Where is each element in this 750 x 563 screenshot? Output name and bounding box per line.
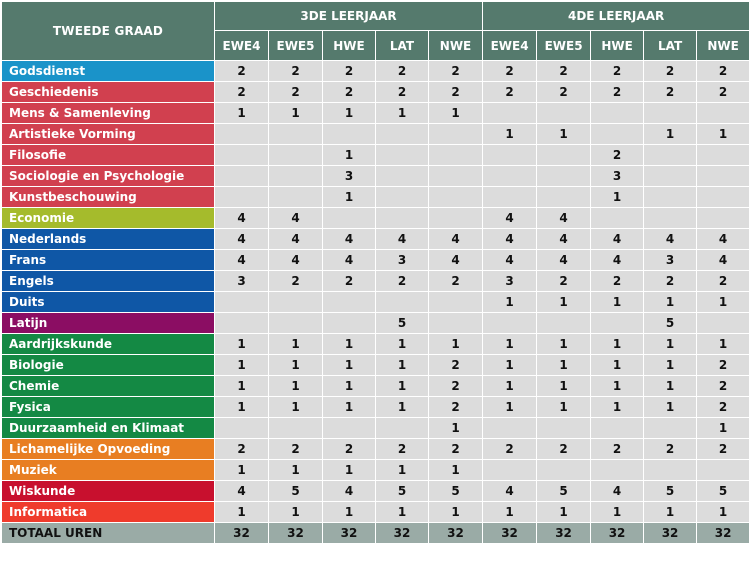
subject-label: Frans <box>2 250 215 271</box>
table-row <box>2 145 750 166</box>
column-header: LAT <box>376 31 429 61</box>
hours-cell <box>429 208 483 229</box>
subject-label: Duits <box>2 292 215 313</box>
hours-cell: 1 <box>483 334 537 355</box>
hours-cell: 2 <box>697 397 750 418</box>
hours-cell: 2 <box>697 355 750 376</box>
hours-cell <box>483 145 537 166</box>
hours-cell: 5 <box>644 481 697 502</box>
hours-cell <box>269 313 323 334</box>
hours-cell: 2 <box>591 82 644 103</box>
table-row <box>2 82 750 103</box>
hours-cell <box>537 103 591 124</box>
table-row <box>2 187 750 208</box>
hours-cell <box>323 124 376 145</box>
hours-cell <box>483 418 537 439</box>
hours-cell: 1 <box>323 460 376 481</box>
hours-cell <box>483 313 537 334</box>
subject-label: Chemie <box>2 376 215 397</box>
hours-cell: 1 <box>644 292 697 313</box>
hours-cell: 1 <box>269 376 323 397</box>
hours-cell: 1 <box>537 376 591 397</box>
hours-cell: 1 <box>269 502 323 523</box>
hours-cell <box>215 124 269 145</box>
total-cell: 32 <box>591 523 644 544</box>
hours-cell: 2 <box>591 145 644 166</box>
hours-cell: 2 <box>429 355 483 376</box>
total-cell: 32 <box>269 523 323 544</box>
hours-cell <box>376 208 429 229</box>
hours-cell: 4 <box>215 229 269 250</box>
hours-cell: 4 <box>537 208 591 229</box>
hours-cell: 5 <box>376 481 429 502</box>
subject-label: Latijn <box>2 313 215 334</box>
table-row <box>2 439 750 460</box>
hours-cell: 1 <box>376 502 429 523</box>
hours-cell: 1 <box>483 502 537 523</box>
hours-cell: 2 <box>323 439 376 460</box>
table-row <box>2 61 750 82</box>
group-header-3de-leerjaar: 3DE LEERJAAR <box>215 2 483 31</box>
hours-cell: 2 <box>429 61 483 82</box>
hours-cell: 1 <box>215 502 269 523</box>
hours-cell <box>269 292 323 313</box>
hours-cell: 1 <box>483 376 537 397</box>
hours-cell: 2 <box>323 82 376 103</box>
hours-cell: 1 <box>269 397 323 418</box>
hours-cell <box>591 313 644 334</box>
hours-cell: 1 <box>376 460 429 481</box>
subject-label: Sociologie en Psychologie <box>2 166 215 187</box>
hours-cell: 2 <box>697 82 750 103</box>
hours-cell: 1 <box>429 502 483 523</box>
hours-cell: 1 <box>323 355 376 376</box>
hours-cell <box>215 145 269 166</box>
total-cell: 32 <box>323 523 376 544</box>
subject-label: Biologie <box>2 355 215 376</box>
column-header: EWE4 <box>483 31 537 61</box>
table-row <box>2 502 750 523</box>
hours-cell: 4 <box>215 208 269 229</box>
table-row <box>2 334 750 355</box>
hours-cell: 5 <box>269 481 323 502</box>
hours-cell <box>215 187 269 208</box>
column-header: HWE <box>323 31 376 61</box>
hours-cell: 1 <box>697 418 750 439</box>
hours-cell: 2 <box>323 271 376 292</box>
hours-cell: 5 <box>697 481 750 502</box>
hours-cell <box>591 124 644 145</box>
hours-cell <box>483 166 537 187</box>
hours-cell: 4 <box>269 250 323 271</box>
hours-cell: 4 <box>269 208 323 229</box>
subject-label: Artistieke Vorming <box>2 124 215 145</box>
hours-cell: 1 <box>376 355 429 376</box>
hours-cell: 4 <box>429 229 483 250</box>
subject-label: Filosofie <box>2 145 215 166</box>
hours-cell <box>483 187 537 208</box>
hours-cell: 4 <box>323 229 376 250</box>
hours-cell <box>269 187 323 208</box>
hours-cell: 1 <box>323 376 376 397</box>
hours-cell: 1 <box>429 418 483 439</box>
subject-label: Fysica <box>2 397 215 418</box>
hours-cell: 1 <box>215 103 269 124</box>
hours-cell <box>644 418 697 439</box>
hours-cell: 1 <box>323 397 376 418</box>
hours-cell: 1 <box>591 397 644 418</box>
hours-cell: 1 <box>644 355 697 376</box>
hours-cell: 4 <box>537 250 591 271</box>
hours-cell: 1 <box>376 376 429 397</box>
hours-cell <box>483 460 537 481</box>
total-label: TOTAAL UREN <box>2 523 215 544</box>
table-row <box>2 481 750 502</box>
table-row <box>2 229 750 250</box>
hours-cell <box>269 418 323 439</box>
hours-cell: 2 <box>537 82 591 103</box>
hours-cell: 2 <box>591 61 644 82</box>
table-row <box>2 313 750 334</box>
subject-label: Lichamelijke Opvoeding <box>2 439 215 460</box>
hours-cell <box>215 313 269 334</box>
hours-cell: 4 <box>644 229 697 250</box>
hours-cell: 1 <box>215 397 269 418</box>
total-cell: 32 <box>429 523 483 544</box>
hours-cell: 4 <box>323 481 376 502</box>
hours-cell: 1 <box>591 376 644 397</box>
subject-label: Geschiedenis <box>2 82 215 103</box>
hours-cell: 1 <box>591 187 644 208</box>
hours-cell <box>697 166 750 187</box>
hours-cell: 1 <box>376 334 429 355</box>
table-row <box>2 376 750 397</box>
hours-cell <box>537 187 591 208</box>
hours-cell: 2 <box>697 61 750 82</box>
hours-cell <box>591 208 644 229</box>
hours-cell: 4 <box>697 250 750 271</box>
hours-cell: 4 <box>215 250 269 271</box>
hours-cell: 4 <box>483 481 537 502</box>
hours-cell: 1 <box>376 397 429 418</box>
hours-cell <box>644 166 697 187</box>
hours-cell <box>591 103 644 124</box>
hours-cell: 1 <box>537 397 591 418</box>
group-header-4de-leerjaar: 4DE LEERJAAR <box>483 2 750 31</box>
table-row <box>2 166 750 187</box>
hours-cell: 2 <box>644 61 697 82</box>
subject-label: Mens & Samenleving <box>2 103 215 124</box>
hours-cell: 1 <box>483 124 537 145</box>
hours-cell: 4 <box>483 229 537 250</box>
hours-cell: 2 <box>483 61 537 82</box>
column-header: NWE <box>429 31 483 61</box>
hours-cell: 4 <box>483 208 537 229</box>
hours-cell: 1 <box>644 397 697 418</box>
hours-cell <box>644 187 697 208</box>
hours-cell: 1 <box>697 124 750 145</box>
hours-cell <box>215 292 269 313</box>
hours-cell: 1 <box>644 502 697 523</box>
column-header: NWE <box>697 31 750 61</box>
table-row <box>2 271 750 292</box>
hours-cell <box>697 460 750 481</box>
hours-cell: 1 <box>323 502 376 523</box>
hours-cell: 1 <box>323 187 376 208</box>
hours-cell: 2 <box>215 439 269 460</box>
hours-cell: 4 <box>269 229 323 250</box>
hours-cell: 1 <box>323 103 376 124</box>
hours-cell: 1 <box>429 334 483 355</box>
hours-cell: 1 <box>215 355 269 376</box>
hours-cell: 5 <box>429 481 483 502</box>
hours-cell: 3 <box>376 250 429 271</box>
hours-cell <box>429 187 483 208</box>
hours-cell <box>429 145 483 166</box>
hours-cell <box>697 208 750 229</box>
hours-cell: 2 <box>644 271 697 292</box>
column-header: EWE5 <box>269 31 323 61</box>
hours-cell <box>376 124 429 145</box>
hours-cell <box>376 166 429 187</box>
hours-cell: 1 <box>537 334 591 355</box>
subject-label: Aardrijkskunde <box>2 334 215 355</box>
hours-cell <box>537 145 591 166</box>
hours-cell: 2 <box>483 439 537 460</box>
hours-cell: 2 <box>429 271 483 292</box>
hours-cell: 3 <box>323 166 376 187</box>
hours-cell <box>323 292 376 313</box>
hours-table <box>1 1 750 544</box>
hours-cell: 1 <box>537 124 591 145</box>
subject-label: Wiskunde <box>2 481 215 502</box>
table-title: TWEEDE GRAAD <box>2 2 215 61</box>
hours-cell: 1 <box>483 355 537 376</box>
hours-cell: 2 <box>429 397 483 418</box>
hours-cell: 2 <box>697 376 750 397</box>
hours-cell <box>269 145 323 166</box>
table-row <box>2 418 750 439</box>
subject-label: Engels <box>2 271 215 292</box>
hours-cell <box>376 292 429 313</box>
hours-cell: 1 <box>323 334 376 355</box>
hours-cell: 4 <box>697 229 750 250</box>
subject-label: Muziek <box>2 460 215 481</box>
hours-cell: 4 <box>537 229 591 250</box>
hours-cell: 2 <box>537 439 591 460</box>
hours-cell <box>591 418 644 439</box>
total-cell: 32 <box>697 523 750 544</box>
subject-label: Nederlands <box>2 229 215 250</box>
hours-cell: 4 <box>429 250 483 271</box>
hours-cell: 2 <box>591 439 644 460</box>
table-row <box>2 292 750 313</box>
hours-cell: 2 <box>644 439 697 460</box>
subject-label: Godsdienst <box>2 61 215 82</box>
hours-cell <box>697 145 750 166</box>
hours-cell: 1 <box>215 460 269 481</box>
hours-cell: 1 <box>483 397 537 418</box>
subject-label: Informatica <box>2 502 215 523</box>
hours-cell: 3 <box>591 166 644 187</box>
table-row <box>2 208 750 229</box>
hours-cell <box>591 460 644 481</box>
hours-cell: 5 <box>537 481 591 502</box>
hours-cell <box>644 145 697 166</box>
hours-cell: 2 <box>376 439 429 460</box>
hours-cell: 5 <box>376 313 429 334</box>
hours-cell: 4 <box>591 481 644 502</box>
hours-cell: 1 <box>483 292 537 313</box>
column-header: EWE5 <box>537 31 591 61</box>
hours-cell: 2 <box>269 82 323 103</box>
total-cell: 32 <box>215 523 269 544</box>
total-cell: 32 <box>376 523 429 544</box>
hours-cell <box>644 103 697 124</box>
hours-cell <box>429 313 483 334</box>
hours-cell <box>323 418 376 439</box>
hours-cell: 2 <box>591 271 644 292</box>
hours-cell: 1 <box>644 334 697 355</box>
column-header: HWE <box>591 31 644 61</box>
total-cell: 32 <box>644 523 697 544</box>
hours-cell: 2 <box>537 271 591 292</box>
hours-cell: 4 <box>591 250 644 271</box>
hours-cell <box>215 418 269 439</box>
hours-cell <box>537 418 591 439</box>
hours-cell <box>376 418 429 439</box>
hours-cell: 2 <box>644 82 697 103</box>
hours-cell: 4 <box>483 250 537 271</box>
column-header: LAT <box>644 31 697 61</box>
hours-cell: 4 <box>376 229 429 250</box>
hours-cell <box>323 208 376 229</box>
hours-cell: 4 <box>591 229 644 250</box>
subject-label: Kunstbeschouwing <box>2 187 215 208</box>
table-row <box>2 460 750 481</box>
subject-label: Duurzaamheid en Klimaat <box>2 418 215 439</box>
hours-cell: 2 <box>537 61 591 82</box>
hours-cell <box>644 208 697 229</box>
hours-cell: 2 <box>269 61 323 82</box>
hours-cell: 1 <box>644 124 697 145</box>
hours-cell: 1 <box>269 334 323 355</box>
hours-cell: 2 <box>269 271 323 292</box>
hours-cell: 2 <box>323 61 376 82</box>
hours-cell: 1 <box>591 502 644 523</box>
hours-cell <box>429 124 483 145</box>
hours-cell <box>429 292 483 313</box>
hours-cell: 1 <box>591 334 644 355</box>
hours-cell: 2 <box>215 82 269 103</box>
hours-cell <box>483 103 537 124</box>
hours-cell <box>429 166 483 187</box>
hours-cell: 1 <box>537 355 591 376</box>
hours-cell: 1 <box>376 103 429 124</box>
hours-cell <box>323 313 376 334</box>
hours-cell: 2 <box>697 271 750 292</box>
hours-cell: 1 <box>537 292 591 313</box>
hours-cell: 1 <box>429 103 483 124</box>
hours-cell <box>215 166 269 187</box>
total-cell: 32 <box>537 523 591 544</box>
hours-cell: 1 <box>697 502 750 523</box>
hours-cell: 1 <box>591 292 644 313</box>
table-row <box>2 397 750 418</box>
hours-cell <box>697 187 750 208</box>
hours-cell: 1 <box>644 376 697 397</box>
hours-cell <box>537 166 591 187</box>
hours-cell <box>644 460 697 481</box>
hours-cell: 1 <box>591 355 644 376</box>
hours-cell <box>537 313 591 334</box>
hours-cell: 5 <box>644 313 697 334</box>
hours-cell: 1 <box>323 145 376 166</box>
hours-cell: 2 <box>215 61 269 82</box>
hours-cell <box>376 145 429 166</box>
table-row <box>2 355 750 376</box>
column-header: EWE4 <box>215 31 269 61</box>
hours-cell <box>537 460 591 481</box>
hours-cell <box>697 313 750 334</box>
hours-cell: 1 <box>697 334 750 355</box>
hours-cell: 1 <box>429 460 483 481</box>
hours-cell: 1 <box>269 460 323 481</box>
table-row <box>2 124 750 145</box>
hours-cell: 4 <box>215 481 269 502</box>
hours-cell: 2 <box>376 61 429 82</box>
table-row <box>2 103 750 124</box>
hours-cell: 3 <box>483 271 537 292</box>
hours-cell: 1 <box>537 502 591 523</box>
hours-cell <box>376 187 429 208</box>
subject-label: Economie <box>2 208 215 229</box>
hours-cell: 1 <box>215 334 269 355</box>
hours-cell: 2 <box>429 82 483 103</box>
hours-cell: 1 <box>697 292 750 313</box>
hours-cell: 3 <box>644 250 697 271</box>
hours-cell: 4 <box>323 250 376 271</box>
hours-cell: 1 <box>269 355 323 376</box>
hours-cell: 1 <box>215 376 269 397</box>
hours-cell: 2 <box>483 82 537 103</box>
hours-cell <box>269 124 323 145</box>
hours-cell: 2 <box>429 439 483 460</box>
table-row <box>2 250 750 271</box>
hours-cell: 2 <box>376 271 429 292</box>
hours-cell: 2 <box>269 439 323 460</box>
hours-cell: 2 <box>429 376 483 397</box>
hours-cell <box>269 166 323 187</box>
hours-cell: 2 <box>697 439 750 460</box>
hours-cell: 3 <box>215 271 269 292</box>
total-cell: 32 <box>483 523 537 544</box>
hours-cell: 2 <box>376 82 429 103</box>
hours-cell: 1 <box>269 103 323 124</box>
hours-cell <box>697 103 750 124</box>
total-row <box>2 523 750 544</box>
